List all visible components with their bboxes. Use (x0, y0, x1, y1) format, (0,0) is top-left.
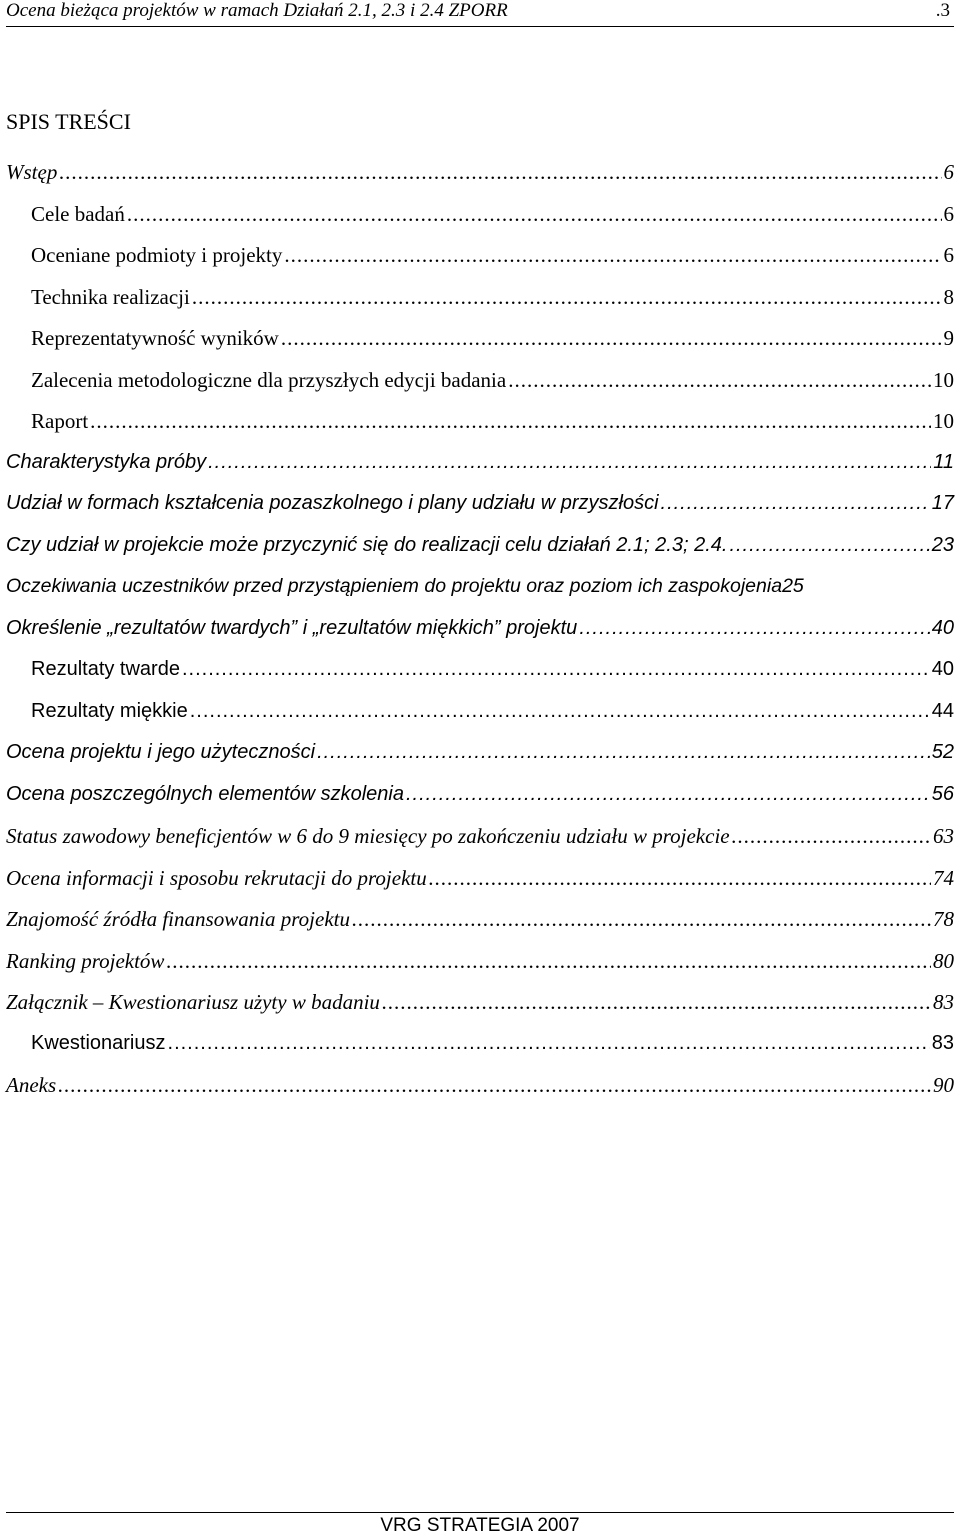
toc-entry-czy-udzial[interactable] (6, 534, 954, 576)
toc-entry-wstep[interactable] (6, 160, 954, 202)
toc-leader-dots (729, 534, 929, 557)
toc-entry-label: Ocena poszczególnych elementów szkolenia (6, 782, 404, 805)
toc-leader-dots (208, 451, 931, 474)
toc-entry-label: Rezultaty twarde (31, 658, 180, 680)
toc-entry-label: Określenie „rezultatów twardych” i „rezultatów miękkich” projektu (6, 616, 578, 639)
header-title: Ocena bieżąca projektów w ramach Działań 2.1, 2.3 i 2.4 ZPORR (6, 0, 508, 21)
table-of-contents (6, 160, 954, 1115)
toc-entry-label: Charakterystyka próby (6, 450, 207, 473)
header-page-number: .3 (935, 0, 950, 21)
toc-leader-dots (166, 949, 931, 974)
toc-leader-dots (284, 243, 941, 268)
toc-entry-page: 80 (933, 948, 954, 973)
toc-leader-dots (579, 617, 929, 640)
toc-entry-page: 44 (931, 699, 954, 722)
toc-entry-page: 17 (931, 492, 954, 514)
toc-entry-label: Rezultaty miękkie (31, 699, 188, 722)
toc-entry-reprezentatywnosc[interactable] (6, 326, 954, 368)
toc-entry-aneks[interactable] (6, 1073, 954, 1115)
toc-entry-label: Ocena informacji i sposobu rekrutacji do projektu (6, 865, 427, 890)
toc-entry-ocena-informacji[interactable] (6, 866, 954, 908)
toc-entry-page: 6 (943, 243, 954, 267)
toc-entry-page: 25 (782, 575, 804, 597)
toc-entry-kwestionariusz[interactable] (6, 1032, 954, 1074)
toc-entry-label: Cele badań (31, 201, 125, 226)
toc-entry-label: Oczekiwania uczestników przed przystąpieniem do projektu oraz poziom ich zaspokojenia (6, 575, 783, 597)
toc-entry-label: Ocena projektu i jego użyteczności (6, 741, 316, 763)
toc-entry-ocena-projektu[interactable] (6, 741, 954, 783)
toc-entry-label: Raport (31, 409, 89, 433)
toc-entry-page: 9 (943, 326, 954, 350)
toc-entry-page: 40 (931, 616, 954, 639)
toc-entry-label: Udział w formach kształcenia pozaszkolnego i plany udziału w przyszłości (6, 492, 659, 514)
toc-leader-dots (661, 492, 930, 515)
toc-leader-dots (732, 824, 931, 849)
toc-leader-dots (382, 990, 931, 1015)
toc-leader-dots (58, 1073, 931, 1098)
toc-entry-raport[interactable] (6, 409, 954, 451)
toc-entry-label: Reprezentatywność wyników (31, 326, 279, 350)
toc-entry-znajomosc-zrodla[interactable] (6, 907, 954, 949)
toc-entry-label: Zalecenia metodologiczne dla przyszłych edycji badania (31, 367, 507, 392)
toc-entry-udzial-w-formach[interactable] (6, 492, 954, 534)
toc-entry-cele-badan[interactable] (6, 202, 954, 244)
toc-entry-page: 63 (933, 824, 954, 848)
toc-entry-label: Ranking projektów (6, 948, 165, 973)
toc-entry-rezultaty-miekkie[interactable] (6, 700, 954, 742)
toc-entry-page: 10 (933, 409, 954, 433)
toc-leader-dots (406, 783, 930, 806)
toc-entry-label: Znajomość źródła finansowania projektu (6, 907, 350, 931)
toc-entry-page: 83 (931, 1031, 954, 1054)
page-footer: VRG STRATEGIA 2007 (6, 1512, 954, 1537)
toc-entry-ocena-elementow[interactable] (6, 783, 954, 825)
toc-entry-page: 52 (931, 741, 954, 763)
toc-entry-zalecenia[interactable] (6, 368, 954, 410)
toc-leader-dots (168, 1032, 930, 1055)
toc-entry-technika-realizacji[interactable] (6, 285, 954, 327)
toc-leader-dots (90, 409, 931, 434)
toc-entry-label: Aneks (6, 1073, 57, 1097)
toc-entry-page: 90 (933, 1073, 954, 1097)
toc-leader-dots (127, 202, 942, 227)
toc-leader-dots (429, 866, 931, 891)
toc-entry-page: 6 (943, 160, 954, 184)
toc-entry-label: Oceniane podmioty i projekty (31, 243, 283, 267)
toc-entry-page: 10 (933, 367, 954, 392)
toc-entry-zalacznik[interactable] (6, 990, 954, 1032)
toc-entry-page: 40 (931, 658, 954, 680)
toc-leader-dots (190, 700, 930, 723)
toc-entry-page: 74 (933, 865, 954, 890)
toc-entry-page: 78 (933, 907, 954, 931)
toc-leader-dots (352, 907, 931, 932)
toc-entry-label: Czy udział w projekcie może przyczynić się do realizacji celu działań 2.1; 2.3; 2.4. (6, 533, 728, 556)
toc-entry-rezultaty-twarde[interactable] (6, 658, 954, 700)
toc-leader-dots (59, 160, 941, 185)
toc-leader-dots (192, 285, 942, 310)
toc-heading: SPIS TREŚCI (6, 109, 131, 134)
toc-leader-dots (182, 658, 930, 681)
toc-entry-label: Załącznik – Kwestionariusz użyty w badaniu (6, 990, 380, 1014)
toc-entry-label: Kwestionariusz (31, 1031, 166, 1054)
toc-entry-oceniane-podmioty[interactable] (6, 243, 954, 285)
toc-entry-oczekiwania[interactable] (6, 575, 954, 617)
toc-entry-charakterystyka[interactable] (6, 451, 954, 493)
toc-entry-page: 83 (933, 990, 954, 1014)
toc-leader-dots (508, 368, 931, 393)
page-header (6, 0, 954, 27)
toc-entry-page: 11 (933, 450, 954, 473)
toc-entry-status-zawodowy[interactable] (6, 824, 954, 866)
toc-leader-dots (281, 326, 942, 351)
toc-entry-label: Wstęp (6, 160, 58, 184)
toc-leader-dots (317, 741, 930, 764)
toc-entry-page: 6 (943, 201, 954, 226)
toc-entry-page: 8 (943, 284, 954, 309)
toc-entry-okreslenie[interactable] (6, 617, 954, 659)
toc-entry-page: 56 (931, 782, 954, 805)
toc-entry-label: Technika realizacji (31, 284, 190, 309)
toc-entry-label: Status zawodowy beneficjentów w 6 do 9 miesięcy po zakończeniu udziału w projekcie (6, 824, 730, 848)
toc-entry-ranking-projektow[interactable] (6, 949, 954, 991)
toc-entry-page: 23 (931, 533, 954, 556)
